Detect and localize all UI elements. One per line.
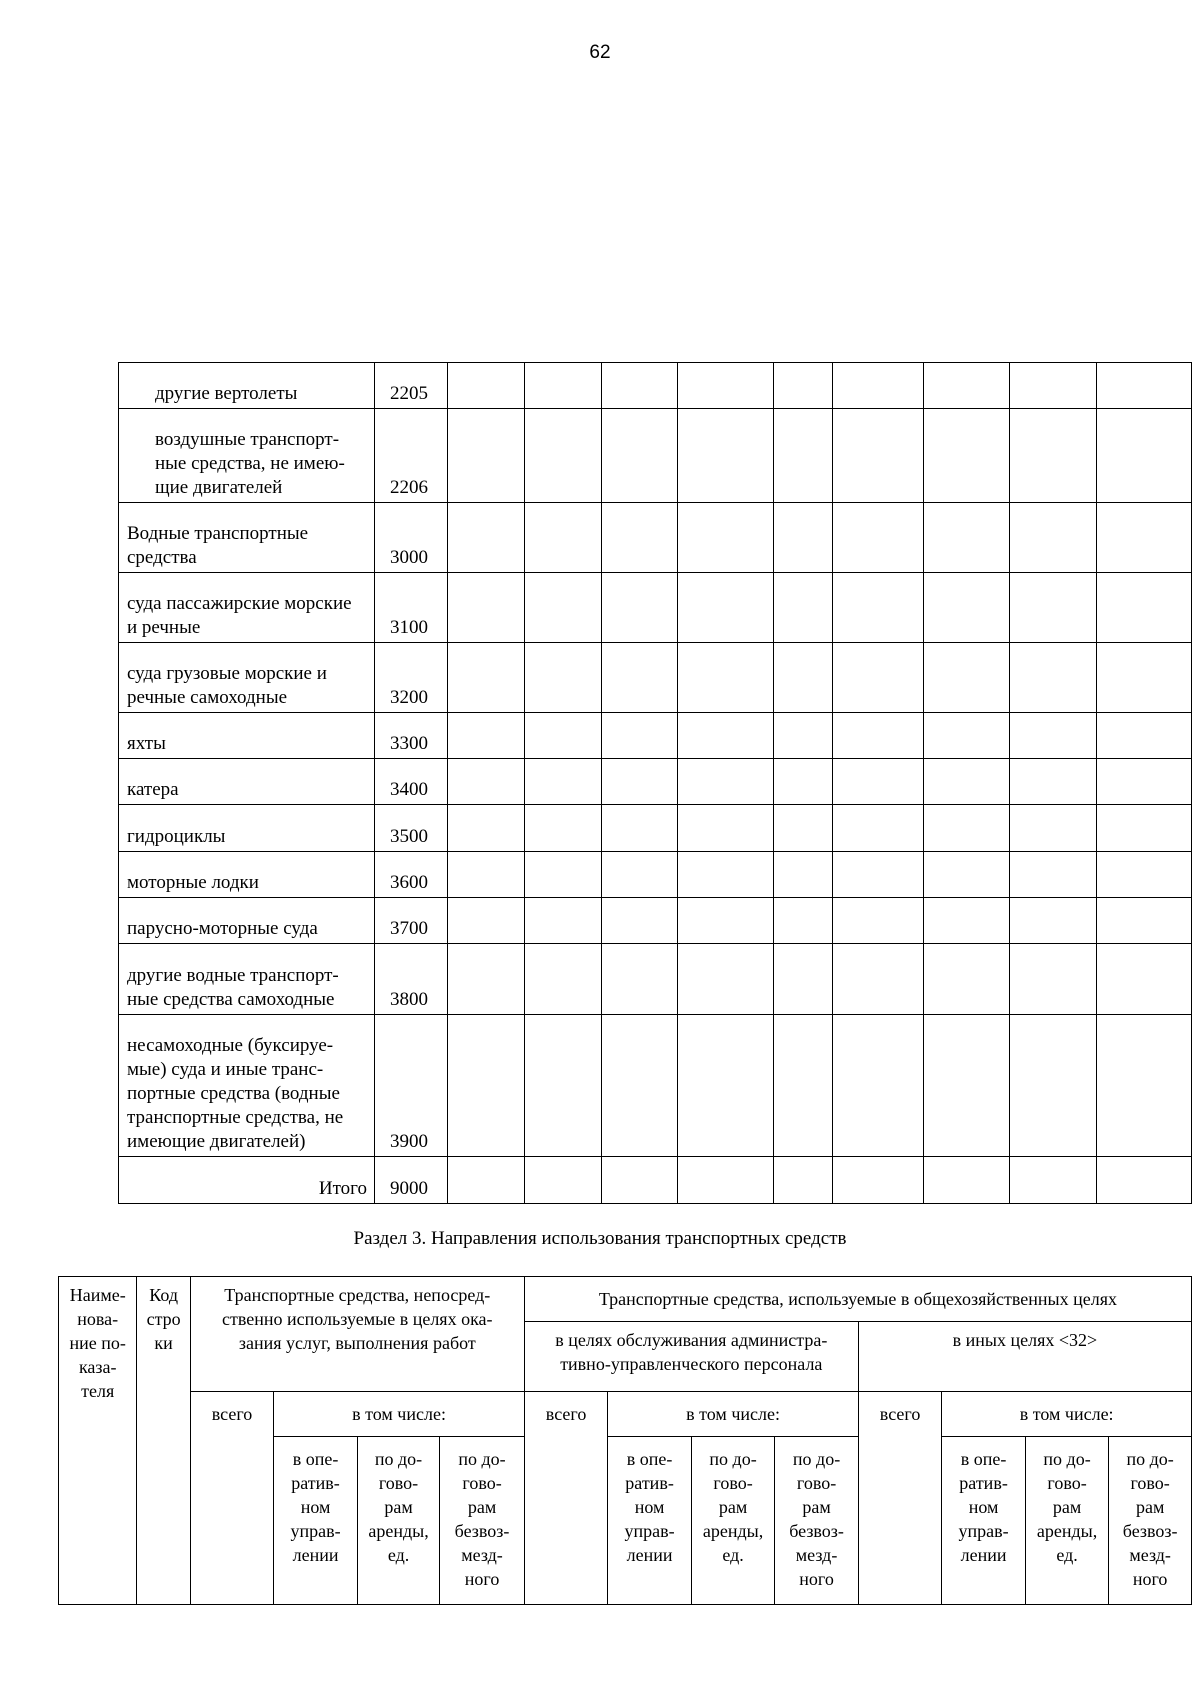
data-cell [602, 1015, 678, 1157]
data-cell [774, 759, 833, 805]
indicator-name: суда грузовые морские и речные самоходные [119, 643, 375, 713]
data-cell [448, 643, 525, 713]
section-title: Раздел 3. Направления использования транспортных средств [353, 1228, 847, 1249]
data-cell [774, 363, 833, 409]
data-cell [525, 643, 602, 713]
data-cell [525, 409, 602, 503]
data-cell [833, 898, 924, 944]
data-cell [602, 643, 678, 713]
row-code: 3700 [375, 898, 448, 944]
row-code: 3000 [375, 503, 448, 573]
data-cell [448, 805, 525, 852]
data-cell [678, 363, 774, 409]
table-row [119, 1015, 1192, 1157]
data-cell [525, 713, 602, 759]
data-cell [1010, 852, 1097, 898]
data-cell [678, 503, 774, 573]
usage-table [58, 1276, 1192, 1605]
data-cell [448, 409, 525, 503]
data-cell [525, 805, 602, 852]
data-cell [774, 573, 833, 643]
data-cell [1097, 363, 1192, 409]
indicator-name: другие водные транспорт- ные средства самоходные [119, 944, 375, 1015]
row-code: 3300 [375, 713, 448, 759]
data-cell [1097, 852, 1192, 898]
admin-lease-header: по до- гово- рам аренды, ед. [691, 1437, 775, 1605]
data-cell [833, 363, 924, 409]
other-lease-header: по до- гово- рам аренды, ед. [1025, 1437, 1109, 1605]
data-cell [924, 503, 1010, 573]
data-cell [924, 363, 1010, 409]
admin-including-header: в том числе: [608, 1392, 859, 1437]
data-cell [678, 898, 774, 944]
data-cell [1097, 1157, 1192, 1204]
data-cell [678, 759, 774, 805]
data-cell [924, 573, 1010, 643]
row-code: 3800 [375, 944, 448, 1015]
direct-including-header: в том числе: [274, 1392, 525, 1437]
data-cell [448, 944, 525, 1015]
data-cell [1097, 944, 1192, 1015]
data-cell [678, 944, 774, 1015]
data-cell [833, 944, 924, 1015]
table-row [119, 1157, 1192, 1204]
data-cell [1010, 805, 1097, 852]
data-cell [602, 713, 678, 759]
data-cell [602, 363, 678, 409]
data-cell [678, 852, 774, 898]
data-cell [1097, 898, 1192, 944]
row-code: 9000 [375, 1157, 448, 1204]
data-cell [1010, 944, 1097, 1015]
data-cell [602, 759, 678, 805]
indicator-name: катера [119, 759, 375, 805]
indicator-name: парусно-моторные суда [119, 898, 375, 944]
indicator-name: яхты [119, 713, 375, 759]
data-cell [833, 643, 924, 713]
data-cell [774, 503, 833, 573]
data-cell [525, 363, 602, 409]
data-cell [602, 898, 678, 944]
data-cell [602, 852, 678, 898]
data-cell [678, 805, 774, 852]
data-cell [525, 759, 602, 805]
data-cell [448, 573, 525, 643]
data-cell [525, 1157, 602, 1204]
data-cell [602, 409, 678, 503]
indicator-name: моторные лодки [119, 852, 375, 898]
data-cell [1010, 898, 1097, 944]
general-use-header: Транспортные средства, используемые в общехозяйственных целях [524, 1277, 1191, 1322]
other-including-header: в том числе: [942, 1392, 1192, 1437]
table-row [119, 852, 1192, 898]
data-cell [833, 759, 924, 805]
data-cell [678, 409, 774, 503]
data-cell [774, 643, 833, 713]
indicator-name-header: Наиме- нова- ние по- каза- теля [59, 1277, 137, 1605]
data-cell [924, 805, 1010, 852]
data-cell [1097, 759, 1192, 805]
direct-total-header: всего [190, 1392, 274, 1605]
admin-operational-header: в опе- ратив- ном управ- лении [608, 1437, 692, 1605]
data-cell [525, 1015, 602, 1157]
table-row [119, 363, 1192, 409]
admin-total-header: всего [524, 1392, 608, 1605]
data-cell [602, 573, 678, 643]
data-cell [924, 713, 1010, 759]
data-cell [525, 898, 602, 944]
data-cell [774, 713, 833, 759]
data-cell [924, 852, 1010, 898]
data-cell [833, 1015, 924, 1157]
indicator-name: Водные транспортные средства [119, 503, 375, 573]
data-cell [774, 1157, 833, 1204]
data-cell [833, 805, 924, 852]
data-cell [448, 1157, 525, 1204]
data-cell [924, 643, 1010, 713]
data-cell [833, 1157, 924, 1204]
data-cell [678, 1015, 774, 1157]
data-cell [774, 898, 833, 944]
other-operational-header: в опе- ратив- ном управ- лении [942, 1437, 1026, 1605]
data-cell [448, 759, 525, 805]
data-cell [774, 944, 833, 1015]
indicator-name: Итого [119, 1157, 375, 1204]
data-cell [833, 503, 924, 573]
data-cell [1010, 643, 1097, 713]
data-cell [678, 713, 774, 759]
row-code: 3400 [375, 759, 448, 805]
table-row [119, 944, 1192, 1015]
row-code: 2206 [375, 409, 448, 503]
data-cell [525, 573, 602, 643]
table-row [119, 759, 1192, 805]
data-cell [1097, 805, 1192, 852]
data-cell [1010, 713, 1097, 759]
indicator-name: несамоходные (буксируе- мые) суда и иные транс- портные средства (водные транспортные средства, не имеющие двигателей) [119, 1015, 375, 1157]
data-cell [1010, 573, 1097, 643]
row-code: 3600 [375, 852, 448, 898]
data-cell [448, 852, 525, 898]
direct-lease-header: по до- гово- рам аренды, ед. [357, 1437, 440, 1605]
other-total-header: всего [858, 1392, 942, 1605]
admin-staff-header: в целях обслуживания администра- тивно-управленческого персонала [524, 1322, 858, 1392]
data-cell [774, 805, 833, 852]
data-cell [1097, 409, 1192, 503]
page-number: 62 [589, 42, 611, 63]
data-cell [924, 944, 1010, 1015]
data-cell [1010, 363, 1097, 409]
data-cell [525, 852, 602, 898]
data-cell [602, 944, 678, 1015]
data-cell [448, 1015, 525, 1157]
indicator-name: другие вертолеты [119, 363, 375, 409]
data-cell [774, 852, 833, 898]
data-cell [448, 898, 525, 944]
indicator-name: суда пассажирские морские и речные [119, 573, 375, 643]
other-free-use-header: по до- гово- рам безвоз- мезд- ного [1109, 1437, 1192, 1605]
data-cell [833, 852, 924, 898]
data-cell [924, 759, 1010, 805]
data-cell [448, 363, 525, 409]
data-cell [1010, 759, 1097, 805]
data-cell [678, 573, 774, 643]
data-cell [1097, 643, 1192, 713]
table-row [119, 573, 1192, 643]
data-cell [833, 713, 924, 759]
data-cell [525, 503, 602, 573]
direct-operational-header: в опе- ратив- ном управ- лении [274, 1437, 358, 1605]
admin-free-use-header: по до- гово- рам безвоз- мезд- ного [775, 1437, 859, 1605]
data-cell [1010, 1157, 1097, 1204]
row-code: 3500 [375, 805, 448, 852]
data-cell [924, 1015, 1010, 1157]
data-cell [1097, 1015, 1192, 1157]
data-cell [602, 503, 678, 573]
data-cell [774, 409, 833, 503]
indicator-name: воздушные транспорт- ные средства, не имею- щие двигателей [119, 409, 375, 503]
data-cell [924, 409, 1010, 503]
indicator-name: гидроциклы [119, 805, 375, 852]
data-cell [833, 409, 924, 503]
table-row [119, 713, 1192, 759]
vehicles-table [118, 362, 1192, 1204]
data-cell [1097, 713, 1192, 759]
data-cell [1097, 573, 1192, 643]
row-code: 3200 [375, 643, 448, 713]
data-cell [1010, 409, 1097, 503]
data-cell [924, 1157, 1010, 1204]
table-row [119, 643, 1192, 713]
data-cell [448, 503, 525, 573]
row-code: 3900 [375, 1015, 448, 1157]
data-cell [602, 805, 678, 852]
data-cell [1097, 503, 1192, 573]
row-code-header: Код стро ки [137, 1277, 190, 1605]
data-cell [678, 1157, 774, 1204]
data-cell [448, 713, 525, 759]
other-purposes-header: в иных целях <32> [858, 1322, 1191, 1392]
direct-free-use-header: по до- гово- рам безвоз- мезд- ного [440, 1437, 525, 1605]
data-cell [602, 1157, 678, 1204]
table-row [119, 805, 1192, 852]
data-cell [924, 898, 1010, 944]
table-row [119, 409, 1192, 503]
row-code: 3100 [375, 573, 448, 643]
data-cell [1010, 1015, 1097, 1157]
data-cell [833, 573, 924, 643]
data-cell [525, 944, 602, 1015]
data-cell [678, 643, 774, 713]
data-cell [1010, 503, 1097, 573]
table-row [119, 898, 1192, 944]
table-row [119, 503, 1192, 573]
data-cell [774, 1015, 833, 1157]
direct-use-header: Транспортные средства, непосред- ственно используемые в целях ока- зания услуг, выполнения работ [190, 1277, 524, 1392]
row-code: 2205 [375, 363, 448, 409]
